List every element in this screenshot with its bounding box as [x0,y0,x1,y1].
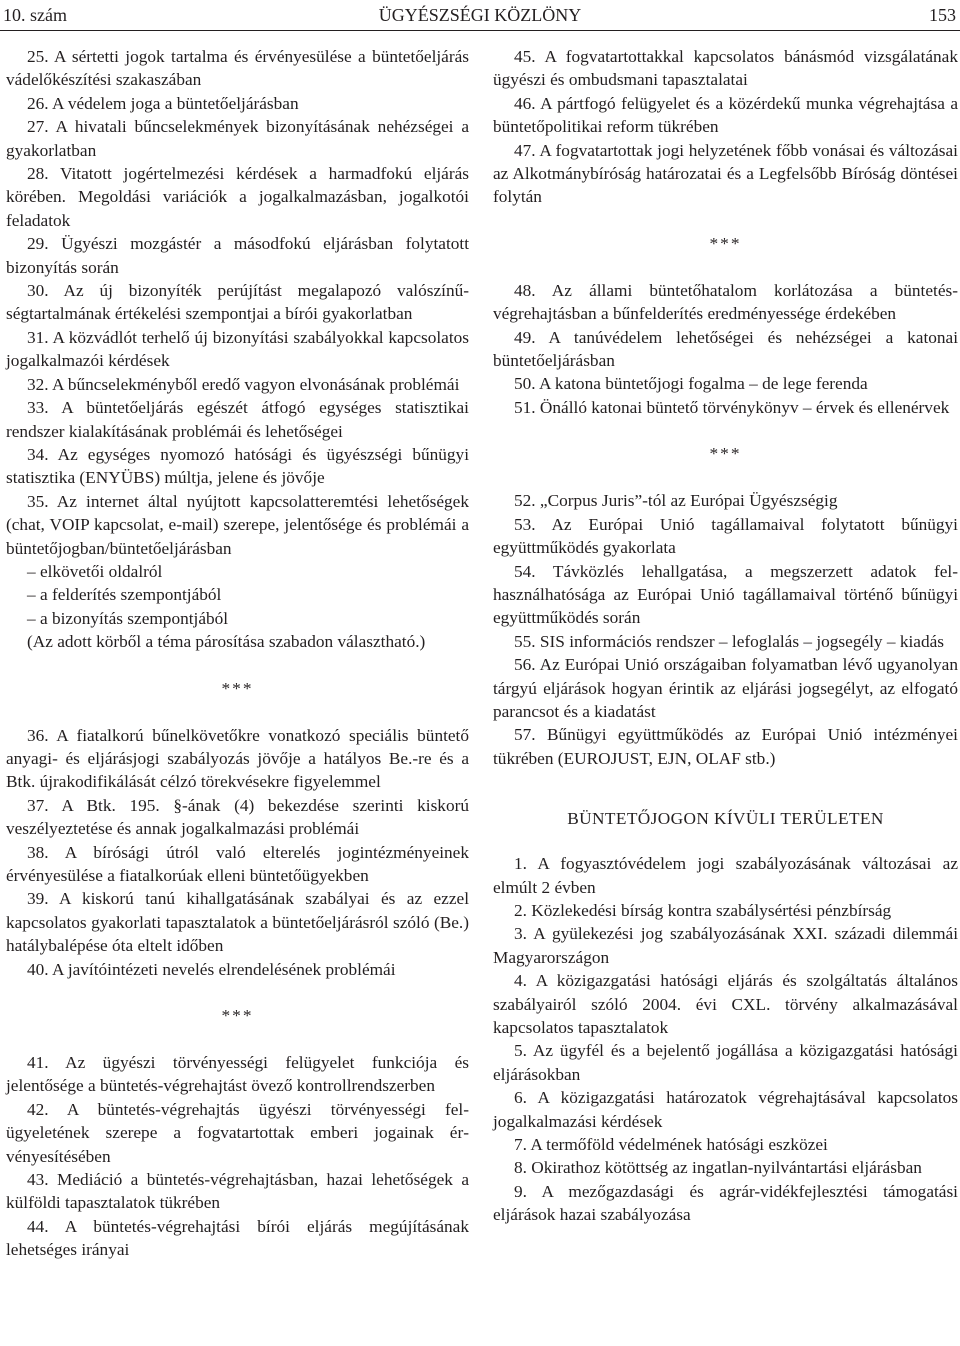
topic-list-item: 9. A mezőgazdasági és agrár-vidékfejlesztési támogatási eljárások hazai szabályozása [493,1181,958,1225]
topic-list-item: 41. Az ügyészi törvényességi felügyelet funkciója és jelentősége a büntetés-végrehajtást övező kontrollrendszerben [6,1053,469,1096]
topic-list-item: 28. Vitatott jogértelmezési kérdések a harmadfokú eljárás körében. Megoldási variációk a jogalkalmazásban, jogalkotói feladatok [6,164,469,230]
topic-list-item: 7. A termőföld védelmének hatósági eszközei [514,1135,828,1155]
topic-list-item: 30. Az új bizonyíték perújítást megalapozó valószínűségtartalmának értékelési szempontjai a bírói gyakorlatban [6,281,469,324]
topic-list-item: 25. A sértetti jogok tartalma és érvényesülése a büntetőeljárás vádelőkészítési szakaszában [6,47,469,90]
journal-title: ÜGYÉSZSÉGI KÖZLÖNY [378,5,582,25]
left-column [6,45,469,1262]
topic-list-item: 42. A büntetés-végrehajtás ügyészi törvényességi felügyeletének szerepe a fogvatartottak emberi jogainak érvényesítésében [6,1099,469,1166]
topic-list-item: 56. Az Európai Unió országaiban folyamatban lévő ugyanolyan tárgyú eljárások hogyan érintik az eljárási jogsegélyt, az elfogató parancsot és a kiadatást [493,655,958,721]
topic-list-item: 38. A bírósági útról való elterelés jogintézményeinek érvényesülése a fiatalkorúak elleni büntetőügyekben [6,842,469,885]
topic-list-item: 8. Okirathoz kötöttség az ingatlan-nyilvántartási eljárásban [514,1158,922,1178]
topic-list-item: 35. Az internet által nyújtott kapcsolatteremtési lehetőségek (chat, VOIP kapcsolat, e-mail) szerepe, jelentősége és problémái a büntetőjogban/büntetőeljárásban [6,491,469,558]
topic-list-item: 37. A Btk. 195. §-ának (4) bekezdése szerinti kiskorú veszélyeztetése és annak jogalkalmazási problémái [6,795,469,839]
topic-list-item: 51. Önálló katonai büntető törvénykönyv – érvek és ellenérvek [514,397,950,417]
sub-list-item: – a bizonyítás szempontjából [27,608,229,628]
sub-list-item: – a felderítés szempontjából [27,585,222,605]
topic-list-item: 36. A fiatalkorú bűnelkövetőkre vonatkozó speciális büntető anyagi- és eljárásjogi szabályozás jövője a hatályos Be.-re és a Btk. újrakodifikálását célzó törekvésekre figyelemmel [6,725,469,792]
topic-list-item: 27. A hivatali bűncselekmények bizonyításának nehézségei a gyakorlatban [6,117,469,160]
topic-list-item: 45. A fogvatartottakkal kapcsolatos bánásmód vizsgálatának ügyészi és ombudsmani tapasztalatai [493,47,958,90]
page-number: 153 [929,5,956,25]
topic-list-item: 54. Távközlés lehallgatása, a megszerzett adatok felhasználhatósága az Európai Unió tagállamaival történő bűnügyi együttműködés során [493,561,958,628]
topic-list-item: 50. A katona büntetőjogi fogalma – de lege ferenda [514,374,868,394]
topic-list-item: 57. Bűnügyi együttműködés az Európai Unió intézményei tükrében (EUROJUST, EJN, OLAF stb.) [493,725,958,768]
topic-list-item: 55. SIS információs rendszer – lefoglalás – jogsegély – kiadás [514,631,945,651]
topic-list-item: 4. A közigazgatási hatósági eljárás és szolgáltatás általános szabályairól szóló 2004. évi CXL. törvény alkalmazásával kapcsolatos tapasztalatok [493,971,958,1037]
topic-list-item: 1. A fogyasztóvédelem jogi szabályozásának változásai az elmúlt 2 évben [493,854,958,897]
topic-list-item: 29. Ügyészi mozgástér a másodfokú eljárásban folytatott bizonyítás során [6,234,469,277]
topic-list-item: 26. A védelem joga a büntetőeljárásban [27,93,299,113]
topic-list-item: 44. A büntetés-végrehajtási bírói eljárás megújításának lehetséges irányai [6,1216,469,1260]
topic-list-item: 6. A közigazgatási határozatok végrehajtásával kapcsolatos jogalkalmazási kérdések [493,1088,958,1131]
list-note: (Az adott körből a téma párosítása szabadon választható.) [27,632,426,652]
topic-list-item: 47. A fogvatartottak jogi helyzetének főbb vonásai és változásai az Alkotmánybíróság határozatai és a Legfelsőbb Bíróság döntései folytán [493,140,958,207]
section-separator: *** [709,444,742,464]
topic-list-item: 2. Közlekedési bírság kontra szabálysértési pénzbírság [514,900,892,920]
topic-list-item: 53. Az Európai Unió tagállamaival folytatott bűnügyi együttműködés gyakorlata [493,514,958,558]
sub-list-item: – elkövetői oldalról [27,561,163,581]
topic-list-item: 5. Az ügyfél és a bejelentő jogállása a közigazgatási hatósági eljárásokban [493,1041,958,1084]
topic-list-item: 39. A kiskorú tanú kihallgatásának szabályai és az ezzel kapcsolatos gyakorlati tapasztalatok a büntetőeljárásról szóló (Be.) hatálybalépése óta eltelt időben [6,889,469,956]
topic-list-item: 40. A javítóintézeti nevelés elrendelésének problémái [27,959,396,979]
topic-list-item: 46. A pártfogó felügyelet és a közérdekű munka végrehajtása a büntetőpolitikai reform tükrében [493,93,958,137]
topic-list-item: 33. A büntetőeljárás egészét átfogó egységes statisztikai rendszer kialakításának problémái és lehetőségei [6,398,469,441]
section-separator: *** [221,678,254,698]
topic-list-item: 34. Az egységes nyomozó hatósági és ügyészségi bűnügyi statisztika (ENYÜBS) múltja, jelene és jövője [6,444,469,488]
topic-list-item: 31. A közvádlót terhelő új bizonyítási szabályokkal kapcsolatos jogalkalmazói kérdések [6,327,469,371]
section-heading: BÜNTETŐJOGON KÍVÜLI TERÜLETEN [567,809,884,829]
right-column [493,45,958,1227]
topic-list-item: 48. Az állami büntetőhatalom korlátozása a büntetésvégrehajtásban a bűnfelderítés eredményessége érdekében [493,280,958,324]
topic-list-item: 43. Mediáció a büntetés-végrehajtásban, hazai lehetőségek a külföldi tapasztalatok tükrében [6,1170,469,1213]
section-separator: *** [709,233,742,253]
page-header [0,0,960,31]
topic-list-item: 3. A gyülekezési jog szabályozásának XXI. századi dilemmái Magyarországon [493,924,958,967]
topic-list-item: 32. A bűncselekményből eredő vagyon elvonásának problémái [27,374,460,394]
topic-list-item: 49. A tanúvédelem lehetőségei és nehézségei a katonai büntetőeljárásban [493,327,958,371]
topic-list-item: 52. „Corpus Juris”-tól az Európai Ügyészségig [514,491,838,511]
issue-number: 10. szám [3,5,67,25]
section-separator: *** [221,1006,254,1026]
